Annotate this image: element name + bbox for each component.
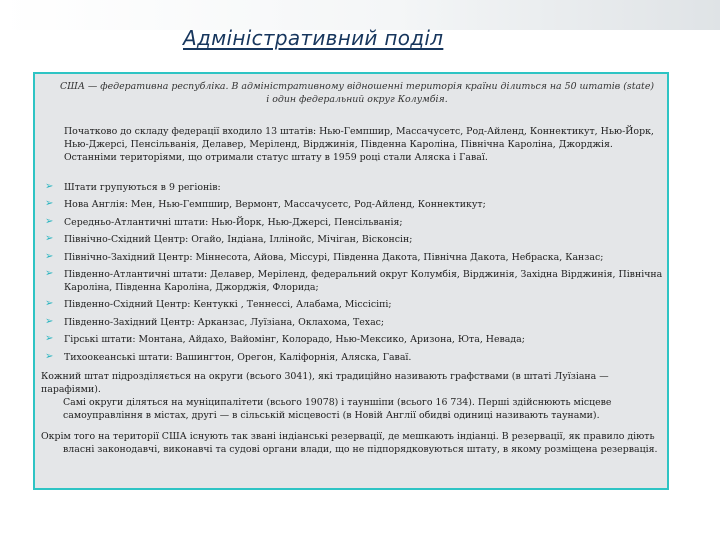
- arrow-bullet-icon: ➢: [45, 181, 54, 192]
- arrow-bullet-icon: ➢: [45, 267, 54, 279]
- arrow-bullet-icon: ➢: [45, 233, 54, 245]
- list-item: ➢ Південно-Східний Центр: Кентуккі , Теннессі, Алабама, Міссісіпі;: [45, 298, 392, 311]
- regions-list: [35, 181, 669, 368]
- paragraph-counties-first: Кожний штат підрозділяється на округи (всього 3041), які традиційно називають графствами (в штаті Луїзіана — парафіями).: [41, 371, 609, 395]
- list-item: ➢ Південно-Західний Центр: Арканзас, Луїзіана, Оклахома, Техас;: [45, 315, 385, 328]
- arrow-bullet-icon: ➢: [45, 315, 54, 327]
- list-item: ➢ Штати групуються в 9 регіонів:: [45, 181, 221, 193]
- page-title: Адміністративний поділ: [183, 26, 444, 50]
- paragraph-reservations: [41, 430, 663, 456]
- list-item: ➢ Нова Англія: Мен, Нью-Гемпшир, Вермонт, Массачусетс, Род-Айленд, Коннектикут;: [45, 198, 486, 211]
- content-box: [33, 72, 669, 490]
- list-item: ➢ Південно-Атлантичні штати: Делавер, Меріленд, федеральний округ Колумбія, Вірджинія, Західна Вірджинія, Північна Кароліна, Південна Кароліна, Джорджія, Флорида;: [45, 267, 663, 293]
- list-item: ➢ Гірські штати: Монтана, Айдахо, Вайомінг, Колорадо, Нью-Мексико, Аризона, Юта, Невада;: [45, 333, 525, 346]
- arrow-bullet-icon: ➢: [45, 198, 54, 210]
- arrow-bullet-icon: ➢: [45, 350, 54, 362]
- arrow-bullet-icon: ➢: [45, 333, 54, 345]
- list-item: ➢ Тихоокеанські штати: Вашингтон, Орегон, Каліфорнія, Аляска, Гаваї.: [45, 350, 412, 363]
- paragraph-counties: [41, 370, 663, 422]
- paragraph-reservations-first: Окрім того на території США існують так звані індіанські резервації, де мешкають індіанці. В резервації, як правило діють: [41, 431, 655, 442]
- arrow-bullet-icon: ➢: [45, 250, 54, 262]
- paragraph-original-states: Початково до складу федерації входило 13 штатів: Нью-Гемпшир, Массачусетс, Род-Айленд, Коннектикут, Нью-Йорк, Нью-Джерсі, Пенсільванія, Делавер, Меріленд, Вірджинія, Південна Кароліна, Північна Кароліна, Джорджія. Останніми територіями, що отримали статус штату в 1959 році стали Аляска і Гаваї.: [64, 126, 654, 163]
- intro-text: США — федеративна республіка. В адміністративному відношенні територія країни ділиться на 50 штатів (state) і один федеральний округ Колумбія.: [59, 81, 655, 105]
- list-item: ➢ Північно-Західний Центр: Міннесота, Айова, Міссурі, Південна Дакота, Північна Дакота, Небраска, Канзас;: [45, 250, 604, 263]
- arrow-bullet-icon: ➢: [45, 215, 54, 227]
- paragraph-counties-rest: Самі округи діляться на муніципалітети (всього 19078) і тауншіпи (всього 16 734). Перші здійснюють місцеве самоуправління в містах, другі — в сільській місцевості (в Новій Англії обидві одиниці називають таунами).: [63, 397, 612, 421]
- list-item: ➢ Північно-Східний Центр: Огайо, Індіана, Іллінойс, Мічіган, Вісконсін;: [45, 233, 413, 246]
- arrow-bullet-icon: ➢: [45, 298, 54, 310]
- paragraph-reservations-rest: власні законодавчі, виконавчі та судові органи влади, що не підпорядковуються штату, в якому розміщена резервація.: [63, 444, 658, 455]
- list-item: ➢ Середньо-Атлантичні штати: Нью-Йорк, Нью-Джерсі, Пенсільванія;: [45, 215, 403, 228]
